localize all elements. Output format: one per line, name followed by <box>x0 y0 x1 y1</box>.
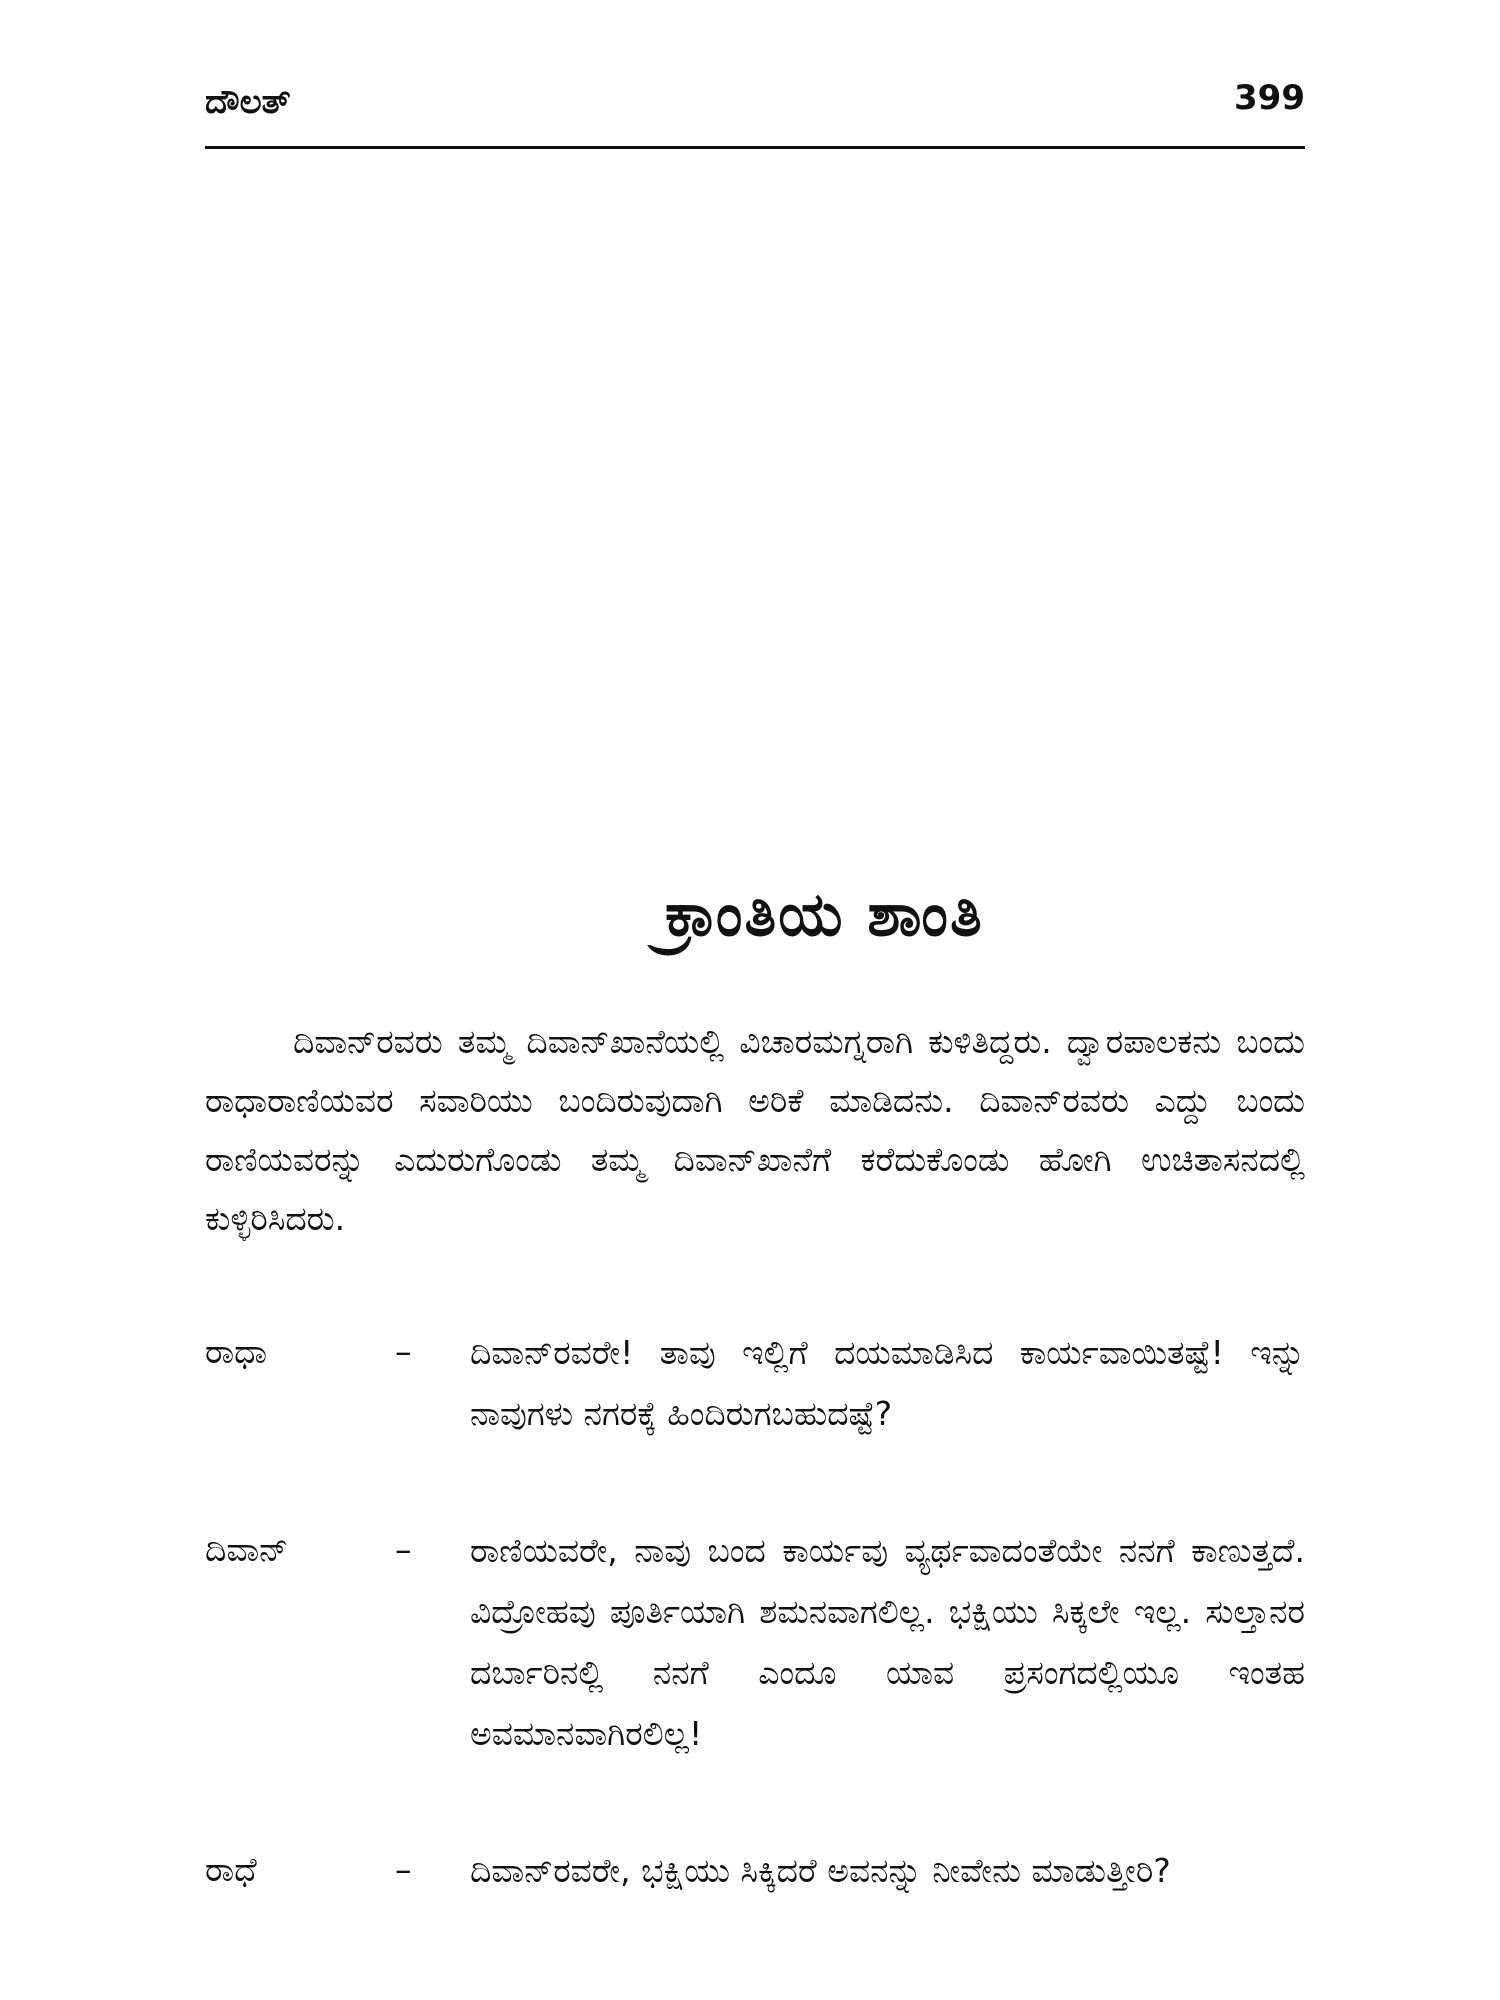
speaker-name: ರಾಧಾ <box>205 1332 268 1371</box>
header-rule <box>205 146 1305 149</box>
speaker-name: ರಾಧೆ <box>205 1850 257 1889</box>
dialogue-text: ರಾಣಿಯವರೇ, ನಾವು ಬಂದ ಕಾರ್ಯವು ವ್ಯರ್ಥವಾದಂತೆಯೇ ನನಗೆ ಕಾಣುತ್ತದೆ. ವಿದ್ರೋಹವು ಪೂರ್ತಿಯಾಗಿ ಶಮನವಾಗಲಿಲ್ಲ. ಭಕ್ಷಿಯು ಸಿಕ್ಕಲೇ ಇಲ್ಲ. ಸುಲ್ತಾನರ ದರ್ಬಾರಿನಲ್ಲಿ ನನಗೆ ಎಂದೂ ಯಾವ ಪ್ರಸಂಗದಲ್ಲಿಯೂ ಇಂತಹ ಅವಮಾನವಾಗಿರಲಿಲ್ಲ! <box>470 1531 1305 1753</box>
chapter-title: ಕ್ರಾಂತಿಯ ಶಾಂತಿ <box>665 880 984 950</box>
speaker-dash: – <box>395 1530 412 1569</box>
page-number: 399 <box>1234 78 1305 118</box>
intro-paragraph: ದಿವಾನ್‌ರವರು ತಮ್ಮ ದಿವಾನ್‌ಖಾನೆಯಲ್ಲಿ ವಿಚಾರಮಗ್ನರಾಗಿ ಕುಳಿತಿದ್ದರು. ದ್ವಾರಪಾಲಕನು ಬಂದು ರಾಧಾರಾಣಿಯವರ ಸವಾರಿಯು ಬಂದಿರುವುದಾಗಿ ಅರಿಕೆ ಮಾಡಿದನು. ದಿವಾನ್‌ರವರು ಎದ್ದು ಬಂದು ರಾಣಿಯವರನ್ನು ಎದುರುಗೊಂಡು ತಮ್ಮ ದಿವಾನ್‌ಖಾನೆಗೆ ಕರೆದುಕೊಂಡು ಹೋಗಿ ಉಚಿತಾಸನದಲ್ಲಿ ಕುಳ್ಳಿರಿಸಿದರು. <box>205 1022 1305 1238</box>
dialogue-text: ದಿವಾನ್‌ರವರೇ! ತಾವು ಇಲ್ಲಿಗೆ ದಯಮಾಡಿಸಿದ ಕಾರ್ಯವಾಯಿತಷ್ಟೆ! ಇನ್ನು ನಾವುಗಳು ನಗರಕ್ಕೆ ಹಿಂದಿರುಗಬಹುದಷ್ಟೆ? <box>470 1333 1305 1433</box>
speaker-name: ದಿವಾನ್ <box>205 1530 289 1569</box>
dialogue-text: ದಿವಾನ್‌ರವರೇ, ಭಕ್ಷಿಯು ಸಿಕ್ಕಿದರೆ ಅವನನ್ನು ನೀವೇನು ಮಾಡುತ್ತೀರಿ? <box>470 1851 1171 1890</box>
speaker-dash: – <box>395 1850 412 1889</box>
speaker-dash: – <box>395 1332 412 1371</box>
running-title: ದೌಲತ್ <box>205 82 291 122</box>
running-head <box>205 78 1305 138</box>
